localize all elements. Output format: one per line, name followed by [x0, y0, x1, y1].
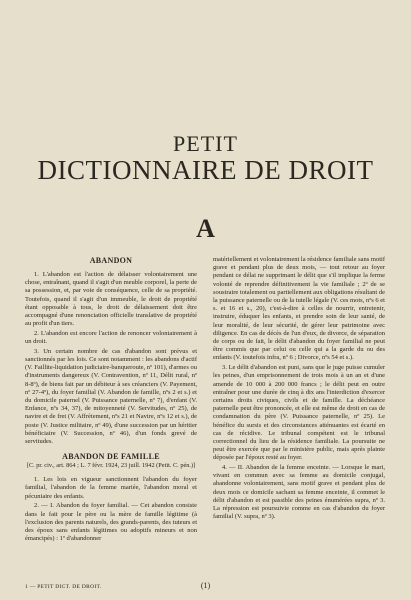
paragraph: 2. — I. Abandon du foyer familial. — Cet abandon consiste dans le fait pour le père ou la mère de famille légitime (à l'exclusion des parents naturels, des grands-parents, des tuteurs et des époux sans enfants légitimes ou adoptifs mineurs et non émancipés) : 1º d'abandonner — [25, 502, 197, 543]
entry-heading-abandon-de-famille: ABANDON DE FAMILLE — [62, 452, 160, 462]
paragraph: 3. Un certain nombre de cas d'abandon sont prévus et sanctionnés par les lois. Ce sont notamment : les abandons d'actif (V. Faillite-liquidation judiciaire-banqueroute, nº 101), d'armes ou d'instruments dangereux (V. Contravention, nº 11, Délit rural, nº 8-8º), de biens fait par un débiteur à ses créanciers (V. Payement, nº 27-4º), du foyer familial (V. Abandon de famille, nºs 2 et s.) et du domicile paternel (V. Puissance paternelle, nº 7), d'enfant (V. Enfance, nºs 34, 37), de mitoyenneté (V. Servitudes, nº 25), de navire et de fret (V. Affrètement, nºs 21 et Navire, nºs 12 et s.), de poste (V. Justice militaire, nº 49), d'une succession par un héritier bénéficiaire (V. Succession, nº 46), d'un fonds grevé de servitudes. — [25, 347, 197, 446]
left-column — [25, 256, 197, 545]
title-line-2: DICTIONNAIRE DE DROIT — [37, 155, 374, 185]
entry-subheading: [C. pr. civ., art. 864 ; L. 7 févr. 1924, 23 juill. 1942 (Petit. C. pén.)] — [26, 462, 196, 470]
paragraph: 3. Le délit d'abandon est puni, sans que le juge puisse cumuler les peines, d'un emprisonnement de trois mois à un an et d'une amende de 10 000 à 200 000 francs ; le délit peut en outre entraîner pour une durée de cinq à dix ans l'interdiction d'exercer certains droits civiques, civils et de famille. La déchéance paternelle peut être prononcée, et elle est même de droit en cas de condamnation du père (V. Puissance paternelle, nº 25). Le bénéfice du sursis et des circonstances atténuantes est écarté en cas de récidive. Le tribunal compétent est le tribunal correctionnel du lieu de la résidence familiale. La poursuite ne peut être exercée que par le ministère public, mais après plainte déposée par l'époux resté au foyer. — [213, 364, 385, 462]
paragraph: 2. L'abandon est encore l'action de renoncer volontairement à un droit. — [25, 329, 197, 346]
paragraph: matériellement et volontairement la résidence familiale sans motif grave et pendant plus de deux mois, — tout retour au foyer pendant ce délai ne supprimant le délit que s'il implique la ferme volonté de reprendre définitivement la vie familiale ; 2º de se soustraire totalement ou partiellement aux obligations résultant de la puissance paternelle ou de la tutelle légale (V. ces mots, nºs 6 et s. et 16 et s., 20), c'est-à-dire à celles de nourrir, entretenir, instruire, éduquer les enfants, et prendre soin de leur santé, de leur moralité, de leur sécurité, de gérer leur patrimoine avec diligence. En cas de décès de l'un d'eux, de divorce, de séparation de corps ou de fait, le délit d'abandon du foyer familial ne peut être commis que par celui ou celle qui a la garde du ou des enfants (V. toutefois infra, nº 6 ; Divorce, nºs 54 et s.). — [213, 256, 385, 362]
page-number: (1) — [200, 581, 211, 590]
section-letter: A — [196, 214, 215, 243]
right-column — [213, 256, 385, 523]
title-line-1: PETIT — [173, 131, 238, 156]
paragraph: 4. — II. Abandon de la femme enceinte. — Lorsque le mari, vivant en commun avec sa femme au domicile conjugal, abandonne volontairement, sans motif grave et pendant plus de deux mois ce domicile sachant sa femme enceinte, il commet le délit d'abandon et est passible des peines énumérées supra, nº 3. La répression est poursuivie comme en cas d'abandon du foyer familial (V. supra, nº 3). — [213, 464, 385, 521]
paragraph: 1. Les lois en vigueur sanctionnent l'abandon du foyer familial, l'abandon de la femme mariée, l'abandon moral et pécuniaire des enfants. — [25, 476, 197, 500]
entry-heading-abandon: ABANDON — [89, 256, 133, 265]
paragraph: 1. L'abandon est l'action de délaisser volontairement une chose, entraînant, quand il s'agit d'un meuble corporel, la perte de sa possession, et, par voie de conséquence, celle de sa propriété. Toutefois, quand il s'agit d'un immeuble, le droit de propriété étant opposable à tous, le droit de délaissement doit être accompagné d'une renonciation officielle translative de propriété au profit d'un tiers. — [25, 271, 197, 328]
footer-edition-label: 1 — PETIT DICT. DE DROIT. — [25, 584, 102, 590]
